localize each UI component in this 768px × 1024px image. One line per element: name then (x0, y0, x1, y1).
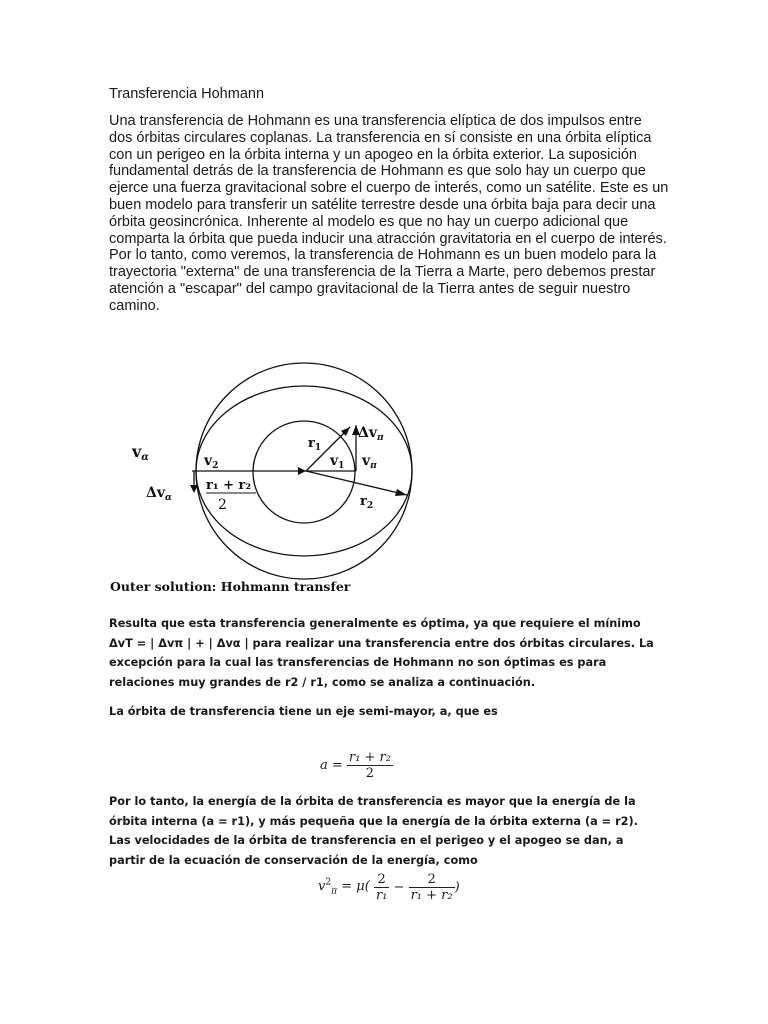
label-r-sum-den: 2 (218, 497, 227, 513)
label-v-pi: $v_\pi$ (362, 453, 377, 471)
formula-frac2-num: 2 (409, 872, 455, 888)
r2-line (306, 471, 407, 495)
figure-caption: Outer solution: Hohmann transfer (110, 579, 351, 594)
intro-paragraph: Una transferencia de Hohmann es una transferencia elíptica de dos impulsos entre dos órbitas circulares coplanas. La transferencia en sí consiste en una órbita elíptica con un perigeo en la órbita interna y un apogeo en la órbita exterior. La suposición fundamental detrás de la transferencia de Hohmann es que solo hay un cuerpo que ejerce una fuerza gravitacional sobre el cuerpo de interés, como un satélite. Este es un buen modelo para transferir un satélite terrestre desde una órbita baja para decir una órbita geosincrónica. Inherente al modelo es que no hay un cuerpo adicional que comparta la órbita que pueda inducir una atracción gravitatoria en el cuerpo de interés. Por lo tanto, como veremos, la transferencia de Hohmann es un buen modelo para la trayectoria "externa" de una transferencia de la Tierra a Marte, pero debemos prestar atención a "escapar" del campo gravitacional de la Tierra antes de seguir nuestro camino. (109, 113, 669, 314)
r2-arrowhead (395, 489, 407, 496)
hohmann-figure (110, 345, 440, 595)
label-r-sum: r₁ + r₂ (206, 478, 252, 493)
formula-frac1-num: 2 (374, 872, 389, 888)
formula-frac1-den: r₁ (375, 888, 388, 903)
formula-a-lhs: a = (320, 758, 343, 773)
label-v2: $v_2$ (204, 453, 219, 471)
document-title: Transferencia Hohmann (109, 86, 265, 102)
formula-semimajor (320, 750, 393, 781)
formula-v: v (318, 879, 326, 895)
label-v1: $v_1$ (330, 453, 345, 471)
dv-alpha-arrowhead (190, 485, 198, 493)
formula-close: ) (454, 880, 460, 895)
paragraph-energy: Por lo tanto, la energía de la órbita de transferencia es mayor que la energía de la órbita interna (a = r1), y más pequeña que la energía de la órbita externa (a = r2). Las velocidades de la órbita de transferencia en el perigeo y el apogeo se dan, a partir de la ecuación de conservación de la energía, como (109, 795, 638, 867)
formula-frac2-den: r₁ + r₂ (410, 888, 453, 903)
paragraph-optimal: Resulta que esta transferencia generalmente es óptima, ya que requiere el mínimo ΔvT = | Δvπ | + | Δvα | para realizar una transferencia entre dos órbitas circulares. La excepción para la cual las transferencias de Hohmann no son óptimas es para relaciones muy grandes de r2 / r1, como se analiza a continuación. (109, 617, 654, 689)
label-r2: $r_2$ (360, 494, 374, 511)
formula-v-sub: π (331, 886, 338, 897)
label-dv-pi: $\Delta v_\pi$ (358, 425, 384, 443)
formula-a-numerator: r₁ + r₂ (348, 750, 391, 765)
hohmann-diagram (110, 345, 440, 595)
label-r1: $r_1$ (308, 436, 322, 453)
formula-v-eq: = μ( (337, 879, 370, 895)
paragraph-semimajor: La órbita de transferencia tiene un eje semi-mayor, a, que es (109, 705, 498, 718)
formula-a-denominator: 2 (365, 766, 375, 781)
label-dv-alpha: $\Delta v_\alpha$ (146, 485, 172, 503)
formula-minus: − (389, 880, 409, 895)
label-v-alpha: vα (132, 442, 149, 463)
formula-v-sup: 2 (325, 878, 332, 889)
v1-arrowhead (298, 467, 306, 475)
formula-velocity (318, 872, 460, 903)
